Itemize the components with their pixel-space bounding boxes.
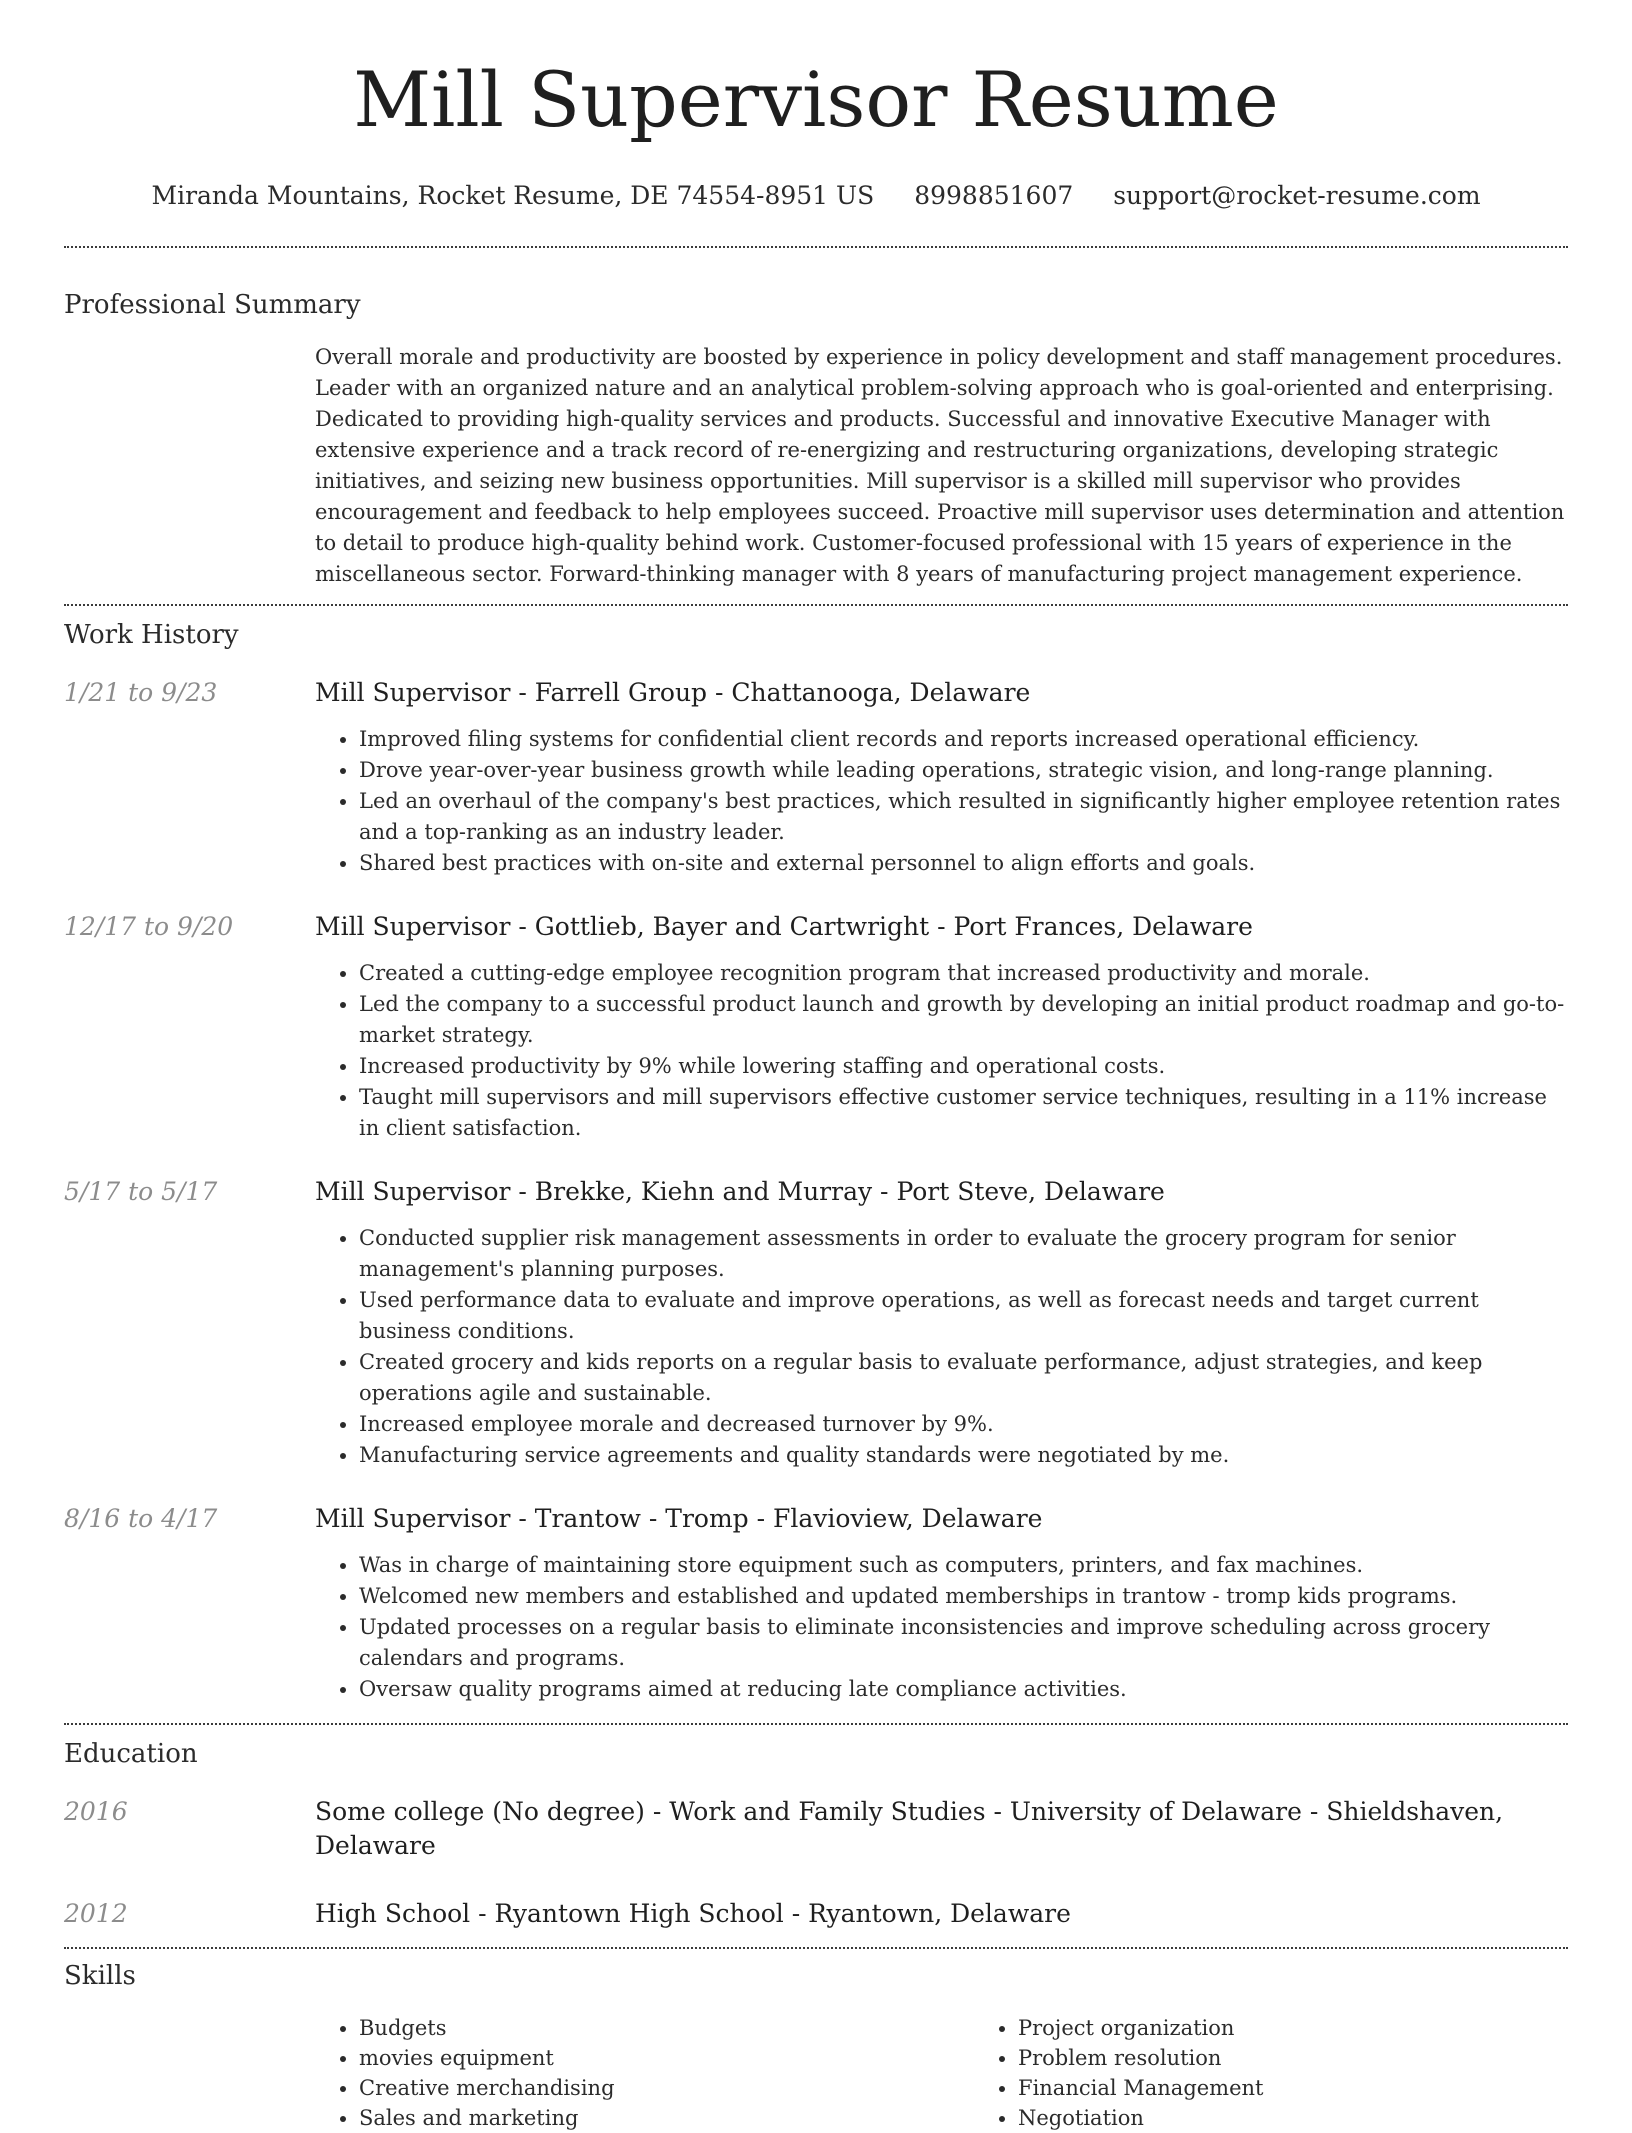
education-body <box>315 1897 1568 1931</box>
education-section <box>64 1737 1568 1931</box>
job-dates: 8/16 to 4/17 <box>64 1504 218 1533</box>
skill-item: • Budgets <box>359 2013 974 2043</box>
job-bullet: • Drove year-over-year business growth while leading operations, strategic vision, and long-range planning. <box>359 755 1568 786</box>
education-detail: Some college (No degree) - Work and Family Studies - University of Delaware - Shieldshaven, Delaware <box>315 1797 1504 1860</box>
job-bullet: • Increased productivity by 9% while lowering staffing and operational costs. <box>359 1051 1568 1082</box>
divider <box>64 1723 1568 1725</box>
skill-item: • Problem resolution <box>1018 2043 1264 2073</box>
divider <box>64 1947 1568 1949</box>
job-bullet: • Welcomed new members and established and updated memberships in trantow - tromp kids programs. <box>359 1581 1568 1612</box>
education-entry <box>64 1897 1568 1931</box>
job-body <box>315 1502 1568 1723</box>
job-bullet: • Conducted supplier risk management assessments in order to evaluate the grocery program for senior management's planning purposes. <box>359 1223 1568 1285</box>
job-dates: 12/17 to 9/20 <box>64 912 234 941</box>
job-bullet: • Led the company to a successful product launch and growth by developing an initial product roadmap and go-to-market strategy. <box>359 989 1568 1051</box>
contact-phone: 8998851607 <box>914 181 1074 210</box>
job-bullets <box>315 724 1568 879</box>
job-entry <box>64 676 1568 879</box>
job-body <box>315 1175 1568 1471</box>
skills-columns <box>315 2013 1568 2133</box>
summary-text: Overall morale and productivity are boosted by experience in policy development and staff management procedures. Leader with an organized nature and an analytical problem-solving approach who is goal-oriented and enterprising. Dedicated to providing high-quality services and products. Successful and innovative Executive Manager with extensive experience and a track record of re-energizing and restructuring organizations, developing strategic initiatives, and seizing new business opportunities. Mill supervisor is a skilled mill supervisor who provides encouragement and feedback to help employees succeed. Proactive mill supervisor uses determination and attention to detail to produce high-quality behind work. Customer-focused professional with 15 years of experience in the miscellaneous sector. Forward-thinking manager with 8 years of manufacturing project management experience. <box>315 345 1565 586</box>
job-dates: 1/21 to 9/23 <box>64 678 218 707</box>
divider <box>64 246 1568 248</box>
skills-list-left <box>315 2013 974 2133</box>
education-heading: Education <box>64 1739 198 1769</box>
work-history-section <box>64 618 1568 1723</box>
job-bullet: • Led an overhaul of the company's best practices, which resulted in significantly higher employee retention rates and a top-ranking as an industry leader. <box>359 786 1568 848</box>
job-bullet: • Shared best practices with on-site and external personnel to align efforts and goals. <box>359 848 1568 879</box>
job-dates: 5/17 to 5/17 <box>64 1177 218 1206</box>
job-bullet: • Taught mill supervisors and mill supervisors effective customer service techniques, resulting in a 11% increase in client satisfaction. <box>359 1082 1568 1144</box>
job-body <box>315 676 1568 879</box>
job-entry <box>64 1502 1568 1723</box>
skills-list-right <box>974 2013 1264 2133</box>
education-body <box>315 1795 1568 1863</box>
skill-item: • Creative merchandising <box>359 2073 974 2103</box>
skill-item: • Financial Management <box>1018 2073 1264 2103</box>
job-title: Mill Supervisor - Farrell Group - Chattanooga, Delaware <box>315 678 1031 707</box>
job-bullet: • Improved filing systems for confidential client records and reports increased operational efficiency. <box>359 724 1568 755</box>
job-bullet: • Created a cutting-edge employee recognition program that increased productivity and morale. <box>359 958 1568 989</box>
job-title: Mill Supervisor - Brekke, Kiehn and Murray - Port Steve, Delaware <box>315 1177 1165 1206</box>
job-bullet: • Was in charge of maintaining store equipment such as computers, printers, and fax machines. <box>359 1550 1568 1581</box>
skills-heading: Skills <box>64 1961 136 1991</box>
job-bullet: • Updated processes on a regular basis to eliminate inconsistencies and improve scheduling across grocery calendars and programs. <box>359 1612 1568 1674</box>
job-title: Mill Supervisor - Gottlieb, Bayer and Cartwright - Port Frances, Delaware <box>315 912 1253 941</box>
skill-item: • Sales and marketing <box>359 2103 974 2133</box>
work-history-heading: Work History <box>64 620 239 650</box>
job-bullets <box>315 1550 1568 1705</box>
divider <box>64 604 1568 606</box>
job-entry <box>64 910 1568 1144</box>
skill-item: • movies equipment <box>359 2043 974 2073</box>
job-entry <box>64 1175 1568 1471</box>
education-entry <box>64 1795 1568 1863</box>
job-bullet: • Manufacturing service agreements and quality standards were negotiated by me. <box>359 1440 1568 1471</box>
job-bullet: • Created grocery and kids reports on a regular basis to evaluate performance, adjust strategies, and keep operations agile and sustainable. <box>359 1347 1568 1409</box>
job-bullets <box>315 1223 1568 1471</box>
summary-heading: Professional Summary <box>64 290 361 320</box>
skills-section <box>64 1959 1568 2133</box>
education-year: 2016 <box>64 1797 128 1826</box>
job-bullet: • Oversaw quality programs aimed at reducing late compliance activities. <box>359 1674 1568 1705</box>
summary-section <box>64 288 1568 590</box>
job-bullet: • Used performance data to evaluate and improve operations, as well as forecast needs and target current business conditions. <box>359 1285 1568 1347</box>
skill-item: • Project organization <box>1018 2013 1264 2043</box>
resume-title: Mill Supervisor Resume <box>353 55 1279 144</box>
education-year: 2012 <box>64 1899 128 1928</box>
contact-line <box>64 180 1568 212</box>
job-bullet: • Increased employee morale and decreased turnover by 9%. <box>359 1409 1568 1440</box>
contact-address: Miranda Mountains, Rocket Resume, DE 74554-8951 US <box>151 181 875 210</box>
education-detail: High School - Ryantown High School - Ryantown, Delaware <box>315 1899 1071 1928</box>
job-title: Mill Supervisor - Trantow - Tromp - Flavioview, Delaware <box>315 1504 1043 1533</box>
contact-email: support@rocket-resume.com <box>1113 181 1481 210</box>
job-body <box>315 910 1568 1144</box>
skill-item: • Negotiation <box>1018 2103 1264 2133</box>
job-bullets <box>315 958 1568 1144</box>
